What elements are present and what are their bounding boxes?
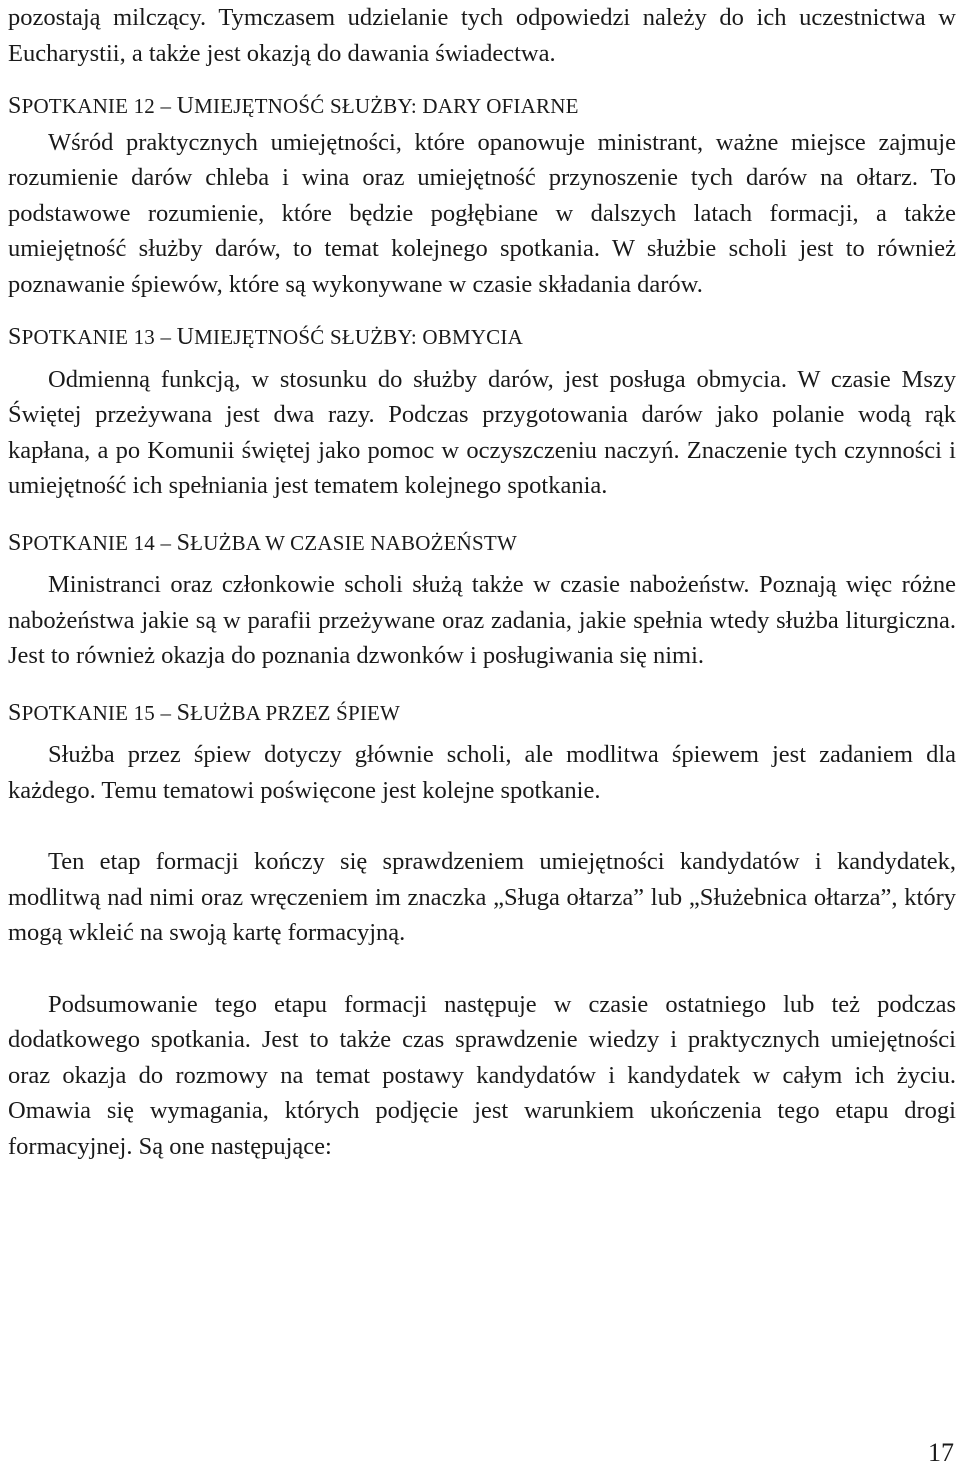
heading-text: POTKANIE 12 –: [21, 94, 177, 118]
heading-initial: S: [176, 529, 191, 556]
heading-text: POTKANIE 13 –: [21, 325, 177, 349]
section-heading-13: [8, 320, 956, 356]
heading-initial: S: [8, 699, 22, 726]
heading-text: POTKANIE 14 –: [21, 530, 177, 555]
spacer: [8, 808, 956, 844]
heading-text: MIEJĘTNOŚĆ SŁUŻBY: OBMYCIA: [194, 325, 523, 349]
spacer: [8, 71, 956, 89]
spacer: [8, 504, 956, 526]
spacer: [8, 674, 956, 696]
section-heading-15: [8, 696, 956, 732]
heading-text: ŁUŻBA W CZASIE NABOŻEŃSTW: [190, 530, 517, 555]
closing-paragraph-1: Ten etap formacji kończy się sprawdzeniem umiejętności kandydatów i kandydatek, modlitwą nad nimi oraz wręczeniem im znaczka „Sługa ołtarza” lub „Służebnica ołtarza”, który mogą wkleić na swoją kartę formacyjną.: [8, 848, 956, 946]
heading-initial: S: [176, 699, 191, 726]
spacer: [8, 951, 956, 987]
heading-text: MIEJĘTNOŚĆ SŁUŻBY: DARY OFIARNE: [194, 94, 579, 118]
heading-initial: S: [8, 529, 22, 556]
heading-initial: U: [176, 93, 195, 119]
heading-initial: U: [176, 324, 195, 350]
heading-initial: S: [8, 93, 22, 119]
section-body-15: Służba przez śpiew dotyczy głównie scholi, ale modlitwa śpiewem jest zadaniem dla każdego. Temu tematowi poświęcone jest kolejne spotkanie.: [8, 741, 956, 804]
spacer: [8, 302, 956, 320]
intro-paragraph: pozostają milczący. Tymczasem udzielanie tych odpowiedzi należy do ich uczestnictwa w Eucharystii, a także jest okazją do dawania świadectwa.: [8, 4, 956, 67]
heading-text: ŁUŻBA PRZEZ ŚPIEW: [190, 700, 401, 725]
section-heading-14: [8, 526, 956, 562]
heading-text: POTKANIE 15 –: [21, 700, 177, 725]
section-body-12: Wśród praktycznych umiejętności, które opanowuje ministrant, ważne miejsce zajmuje rozumienie darów chleba i wina oraz umiejętność przynoszenie tych darów na ołtarz. To podstawowe rozumienie, które będzie pogłębiane w dalszych latach formacji, a także umiejętność służby darów, to temat kolejnego spotkania. W służbie scholi jest to również poznawanie śpiewów, które są wykonywane w czasie składania darów.: [8, 128, 956, 298]
document-page: [8, 0, 956, 1164]
section-body-14: Ministranci oraz członkowie scholi służą także w czasie nabożeństw. Poznają więc różne nabożeństwa jakie są w parafii przeżywane oraz zadania, jakie spełnia wtedy służba liturgiczna. Jest to również okazja do poznania dzwonków i posługiwania się nimi.: [8, 571, 956, 669]
section-heading-12: [8, 89, 956, 125]
section-body-13: Odmienną funkcją, w stosunku do służby darów, jest posługa obmycia. W czasie Mszy Świętej przeżywana jest dwa razy. Podczas przygotowania darów jako polanie wodą rąk kapłana, a po Komunii świętej jako pomoc w oczyszczeniu naczyń. Znaczenie tych czynności i umiejętność ich spełniania jest tematem kolejnego spotkania.: [8, 365, 956, 499]
heading-initial: S: [8, 324, 22, 350]
closing-paragraph-2: Podsumowanie tego etapu formacji następuje w czasie ostatniego lub też podczas dodatkowego spotkania. Jest to także czas sprawdzenie wiedzy i praktycznych umiejętności oraz okazja do rozmowy na temat postawy kandydatów i kandydatek w całym ich życiu. Omawia się wymagania, których podjęcie jest warunkiem ukończenia tego etapu drogi formacyjnej. Są one następujące:: [8, 990, 956, 1160]
page-number: 17: [928, 1438, 954, 1467]
